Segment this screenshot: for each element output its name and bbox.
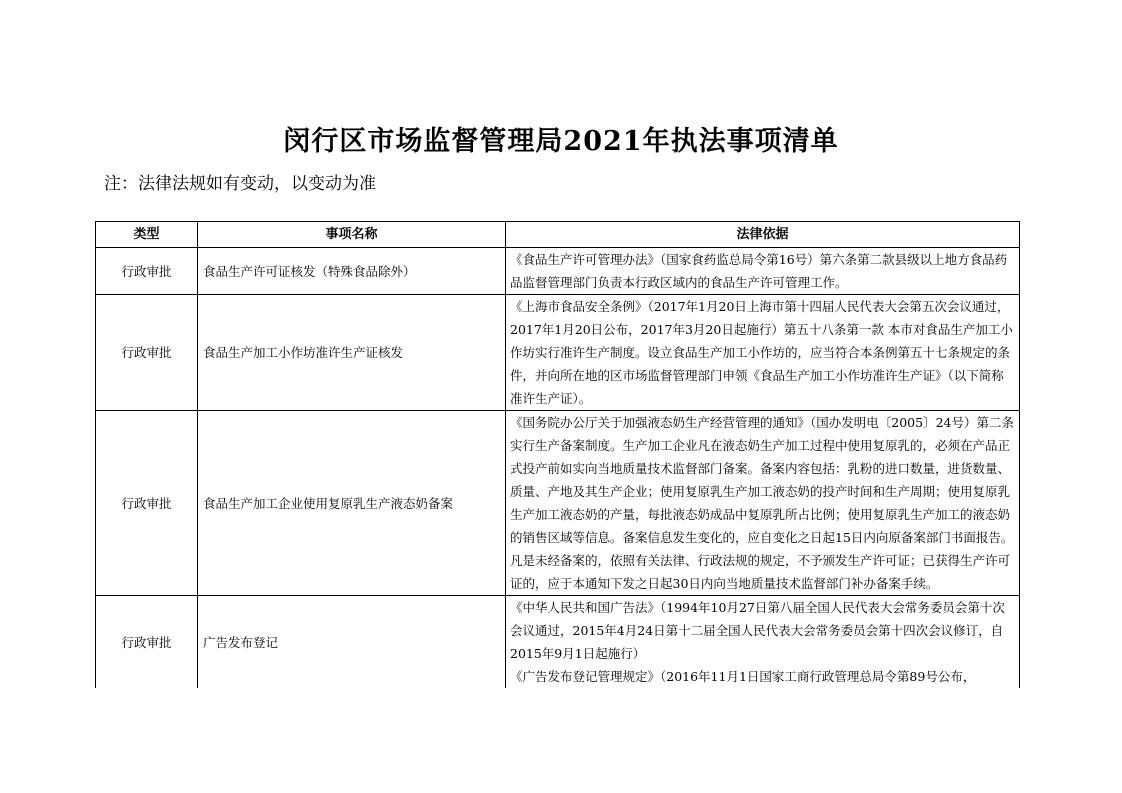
row-item-name: 食品生产加工企业使用复原乳生产液态奶备案 <box>198 411 506 596</box>
legal-basis-paragraph: 《广告发布登记管理规定》（2016年11月1日国家工商行政管理总局令第89号公布， <box>510 669 976 684</box>
legal-basis-paragraph: 《食品生产许可管理办法》（国家食药监总局令第16号）第六条第二款县级以上地方食品药品监督管理部门负责本行政区域内的食品生产许可管理工作。 <box>510 252 1008 290</box>
row-item-name: 广告发布登记 <box>198 596 506 689</box>
legal-basis-paragraph: 《国务院办公厅关于加强液态奶生产经营管理的通知》（国办发明电〔2005〕24号）第二条实行生产备案制度。生产加工企业凡在液态奶生产加工过程中使用复原乳的，必须在产品正式投产前如实向当地质量技术监督部门备案。备案内容包括：乳粉的进口数量，进货数量、质量、产地及其生产企业；使用复原乳生产加工液态奶的投产时间和生产周期；使用复原乳生产加工液态奶的产量，每批液态奶成品中复原乳所占比例；使用复原乳生产加工的液态奶的销售区域等信息。备案信息发生变化的，应自变化之日起15日内向原备案部门书面报告。凡是未经备案的，依照有关法律、行政法规的规定，不予颁发生产许可证；已获得生产许可证的，应于本通知下发之日起30日内向当地质量技术监督部门补办备案手续。 <box>510 415 1014 591</box>
table-row <box>96 411 1020 596</box>
table-row <box>96 248 1020 295</box>
row-item-name: 食品生产许可证核发（特殊食品除外） <box>198 248 506 295</box>
legal-basis-paragraph: 《上海市食品安全条例》（2017年1月20日上海市第十四届人民代表大会第五次会议通过，2017年1月20日公布，2017年3月20日起施行）第五十八条第一款 本市对食品生产加工小作坊实行准许生产制度。设立食品生产加工小作坊的，应当符合本条例第五十七条规定的条件，并向所在地的区市场监督管理部门申领《食品生产加工小作坊准许生产证》（以下简称准许生产证）。 <box>510 299 1013 406</box>
row-legal-basis <box>506 596 1020 689</box>
row-type: 行政审批 <box>96 596 198 689</box>
row-type: 行政审批 <box>96 295 198 411</box>
table-header-row <box>96 222 1020 248</box>
enforcement-table <box>95 221 1020 688</box>
row-type: 行政审批 <box>96 248 198 295</box>
enforcement-table-container <box>95 221 1019 684</box>
row-type: 行政审批 <box>96 411 198 596</box>
document-title: 闵行区市场监督管理局2021年执法事项清单 <box>283 126 839 157</box>
row-item-name: 食品生产加工小作坊准许生产证核发 <box>198 295 506 411</box>
table-row <box>96 295 1020 411</box>
legal-basis-paragraph: 《中华人民共和国广告法》（1994年10月27日第八届全国人民代表大会常务委员会第十次会议通过，2015年4月24日第十二届全国人民代表大会常务委员会第十四次会议修订，自2015年9月1日起施行） <box>510 600 1005 661</box>
row-legal-basis <box>506 411 1020 596</box>
table-row <box>96 596 1020 689</box>
document-note: 注：法律法规如有变动，以变动为准 <box>104 174 376 194</box>
header-type: 类型 <box>96 222 198 248</box>
row-legal-basis <box>506 248 1020 295</box>
header-item-name: 事项名称 <box>198 222 506 248</box>
row-legal-basis <box>506 295 1020 411</box>
header-legal-basis: 法律依据 <box>506 222 1020 248</box>
